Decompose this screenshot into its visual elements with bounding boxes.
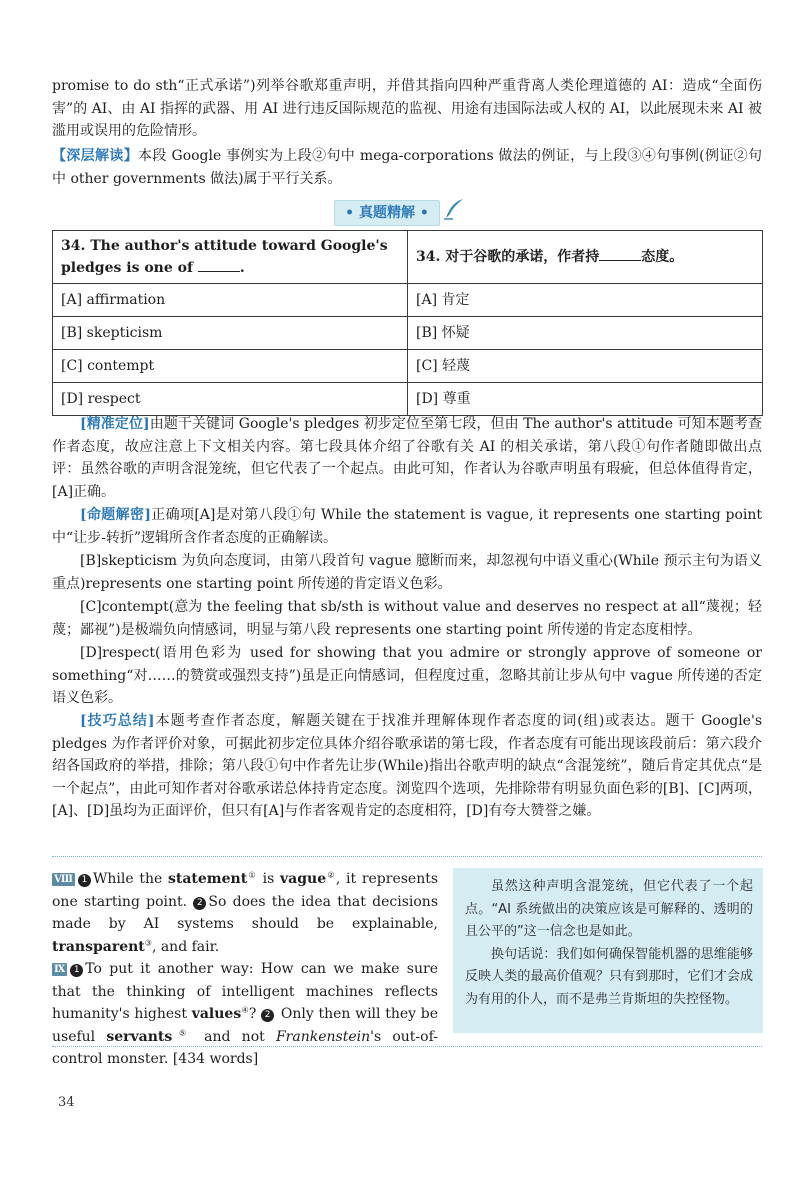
option-row-d bbox=[53, 383, 763, 416]
s1-text-a: While the bbox=[93, 871, 169, 887]
question-en-text: 34. The author's attitude toward Google's pledges is one of bbox=[61, 238, 388, 276]
skill-summary-text: 本题考查作者态度，解题关键在于找准并理解体现作者态度的词(组)或表达。题干 Google's pledges 为作者评价对象，可据此初步定位具体介绍谷歌承诺的第七段，作者态度有可能出现该段前后：第六段介绍各国政府的举措，排除；第八段①句中作者先让步(While)指出谷歌声明的缺点“含混笼统”，随后肯定其优点“是一个起点”，由此可知作者对谷歌承诺总体持肯定态度。浏览四个选项，先排除带有明显负面色彩的[B]、[C]两项，[A]、[D]虽均为正面评价，但只有[A]与作者客观肯定的态度相符，[D]有夸大赞誉之嫌。 bbox=[52, 713, 763, 819]
vocab-note-4: ④ bbox=[241, 1005, 249, 1015]
page-number: 34 bbox=[58, 1095, 75, 1110]
quill-pen-icon bbox=[442, 197, 466, 229]
question-en bbox=[53, 231, 408, 284]
option-b-analysis: [B]skepticism 为负向态度词，由第八段首句 vague 臆断而来，却忽视句中语义重心(While 预示主句为语义重点)represents one starting point 所传递的肯定语义色彩。 bbox=[52, 553, 762, 592]
precise-locate-text: 由题干关键词 Google's pledges 初步定位至第七段，但由 The author's attitude 可知本题考查作者态度，故应注意上下文相关内容。第七段具体介绍了谷歌有关 AI 的相关承诺，第八段①句作者随即做出点评：虽然谷歌的声明含混笼统，但它代表了一个起点。由此可知，作者认为谷歌声明虽有瑕疵，但总体值得肯定，[A]正确。 bbox=[52, 416, 762, 500]
answer-blank bbox=[198, 259, 240, 272]
vocab-transparent: transparent bbox=[52, 938, 145, 955]
vocab-servants: servants bbox=[106, 1028, 173, 1045]
option-a-en: [A] affirmation bbox=[53, 284, 408, 317]
analysis-paragraph-1: promise to do sth“正式承诺”)列举谷歌郑重声明，并借其指向四种严重背离人类伦理道德的 AI：造成“全面伤害”的 AI、由 AI 指挥的武器、用 AI 进行违反国际规范的监视、用途有违国际法或人权的 AI，以此展现未来 AI 被滥用或误用的危险情形。 bbox=[52, 78, 762, 139]
section-header bbox=[0, 197, 800, 225]
skill-summary-tag: [技巧总结] bbox=[80, 713, 155, 729]
divider-bottom bbox=[52, 1046, 762, 1047]
section-title: • 真题精解 • bbox=[334, 200, 440, 226]
vocab-note-1: ① bbox=[247, 870, 257, 880]
paragraph-9-number: Ⅸ bbox=[54, 964, 66, 975]
decode-text: 正确项[A]是对第八段①句 While the statement is vague, it represents one starting point 中“让步-转折”逻辑所含作者态度的正确解读。 bbox=[52, 507, 762, 546]
precise-locate-tag: [精准定位] bbox=[80, 416, 150, 432]
vocab-note-3: ③ bbox=[144, 937, 152, 947]
sentence-3-marker: 1 bbox=[70, 964, 83, 977]
passage-paragraph-8 bbox=[52, 868, 438, 958]
s2-text-b: , and fair. bbox=[151, 938, 220, 955]
option-row-a bbox=[53, 284, 763, 317]
decode-tag: [命题解密] bbox=[80, 507, 151, 523]
option-b-en: [B] skepticism bbox=[53, 317, 408, 350]
precise-locate-paragraph bbox=[52, 413, 762, 503]
deep-reading-text: 本段 Google 事例实为上段②句中 mega-corporations 做法的例证，与上段③④句事例(例证②句中 other governments 做法)属于平行关系。 bbox=[52, 148, 762, 187]
sentence-4-marker: 2 bbox=[261, 1009, 274, 1022]
sentence-2-marker: 2 bbox=[193, 897, 206, 910]
vocab-note-5: ⑤ bbox=[172, 1027, 193, 1037]
divider-top bbox=[52, 856, 762, 857]
vocab-vague: vague bbox=[280, 871, 327, 887]
option-d-zh: [D] 尊重 bbox=[408, 383, 763, 416]
question-zh-tail: 态度。 bbox=[641, 249, 684, 265]
s2-text-a: So does the idea that decisions made by AI systems should be explainable, bbox=[52, 893, 438, 932]
question-en-tail: . bbox=[239, 260, 245, 276]
translation-box bbox=[453, 868, 763, 1033]
option-c-analysis: [C]contempt(意为 the feeling that sb/sth is without value and deserves no respect at all“蔑视；轻蔑；鄙视”)是极端负向情感词，明显与第八段 represents one starting point 所传递的肯定态度相悖。 bbox=[52, 599, 762, 638]
s4-text-b: and not bbox=[192, 1028, 276, 1045]
deep-reading-paragraph bbox=[52, 145, 762, 190]
s4-text-c: 's out-of-control monster. [434 words] bbox=[52, 1028, 438, 1067]
s1-text-b: is bbox=[256, 871, 281, 887]
option-c-zh: [C] 轻蔑 bbox=[408, 350, 763, 383]
s1-text-c: , it represents one starting point. bbox=[52, 871, 439, 910]
passage-paragraph-9 bbox=[52, 958, 438, 1071]
question-row bbox=[53, 231, 763, 284]
translation-2: 换句话说：我们如何确保智能机器的思维能够反映人类的最高价值观？只有到那时，它们才会成为有用的仆人，而不是弗兰肯斯坦的失控怪物。 bbox=[465, 946, 753, 1007]
s3-text-a: To put it another way: How can we make sure that the thinking of intelligent machines reflects humanity's highest bbox=[52, 961, 438, 1022]
option-a-zh: [A] 肯定 bbox=[408, 284, 763, 317]
frankenstein-italic: Frankenstein bbox=[275, 1028, 371, 1045]
vocab-note-2: ② bbox=[326, 870, 336, 880]
s4-text-a: Only then will they be useful bbox=[52, 1006, 439, 1045]
vocab-statement: statement bbox=[168, 871, 248, 887]
option-row-b bbox=[53, 317, 763, 350]
question-table bbox=[52, 230, 763, 416]
answer-blank-zh bbox=[599, 248, 641, 261]
option-row-c bbox=[53, 350, 763, 383]
s3-text-b: ? bbox=[248, 1006, 262, 1022]
paragraph-8-number: Ⅷ bbox=[54, 874, 73, 885]
question-zh bbox=[408, 231, 763, 284]
option-c-en: [C] contempt bbox=[53, 350, 408, 383]
skill-summary-paragraph bbox=[52, 710, 762, 823]
deep-reading-tag: 【深层解读】 bbox=[52, 148, 139, 164]
question-zh-text: 34. 对于谷歌的承诺，作者持 bbox=[416, 249, 600, 265]
translation-1: 虽然这种声明含混笼统，但它代表了一个起点。“AI 系统做出的决策应该是可解释的、透明的且公平的”这一信念也是如此。 bbox=[465, 879, 753, 939]
passage-excerpt bbox=[52, 868, 438, 1071]
decode-paragraph bbox=[52, 504, 762, 549]
option-d-en: [D] respect bbox=[53, 383, 408, 416]
sentence-1-marker: 1 bbox=[78, 874, 91, 887]
vocab-values: values bbox=[191, 1006, 242, 1022]
option-d-analysis: [D]respect(语用色彩为 used for showing that you admire or strongly approve of someone or something“对……的赞赏或强烈支持”)虽是正向情感词，但程度过重，忽略其前让步从句中 vague 所传递的否定语义色彩。 bbox=[52, 645, 762, 706]
option-b-zh: [B] 怀疑 bbox=[408, 317, 763, 350]
